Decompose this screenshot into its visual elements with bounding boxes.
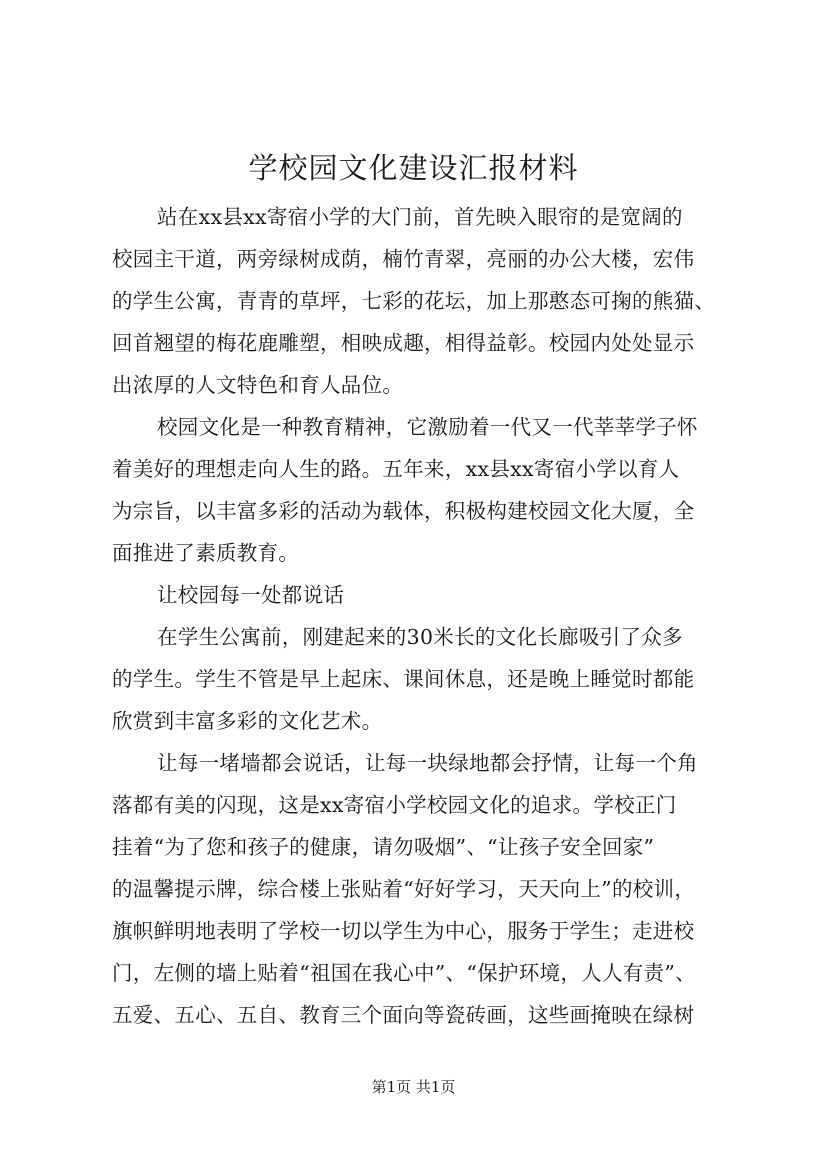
paragraph-line: 的温馨提示牌，综合楼上张贴着“好好学习，天天向上”的校训， xyxy=(112,877,696,901)
paragraph-line: 校园主干道，两旁绿树成荫，楠竹青翠，亮丽的办公大楼，宏伟 xyxy=(112,247,695,271)
paragraph-line: 出浓厚的人文特色和育人品位。 xyxy=(112,373,404,397)
paragraph-line: 的学生。学生不管是早上起床、课间休息，还是晚上睡觉时都能 xyxy=(112,667,695,691)
paragraph-line: 在学生公寓前，刚建起来的30米长的文化长廊吸引了众多 xyxy=(157,625,683,649)
paragraph-line: 面推进了素质教育。 xyxy=(112,541,300,565)
document-title: 学校园文化建设汇报材料 xyxy=(248,151,579,185)
paragraph-line: 为宗旨，以丰富多彩的活动为载体，积极构建校园文化大厦，全 xyxy=(112,499,695,523)
paragraph-line: 校园文化是一种教育精神，它激励着一代又一代莘莘学子怀 xyxy=(157,415,698,439)
section-heading: 让校园每一处都说话 xyxy=(157,583,345,607)
paragraph-line: 旗帜鲜明地表明了学校一切以学生为中心，服务于学生；走进校 xyxy=(112,919,695,943)
paragraph-line: 五爱、五心、五自、教育三个面向等瓷砖画，这些画掩映在绿树 xyxy=(112,1003,695,1027)
paragraph-line: 让每一堵墙都会说话，让每一块绿地都会抒情，让每一个角 xyxy=(157,751,698,775)
document-body xyxy=(112,196,718,1036)
paragraph-line: 挂着“为了您和孩子的健康，请勿吸烟”、“让孩子安全回家” xyxy=(112,835,655,859)
paragraph-line: 欣赏到丰富多彩的文化艺术。 xyxy=(112,709,383,733)
page-footer: 第1页 共1页 xyxy=(371,1078,456,1096)
paragraph-line: 回首翘望的梅花鹿雕塑，相映成趣，相得益彰。校园内处处显示 xyxy=(112,331,695,355)
paragraph-line: 站在xx县xx寄宿小学的大门前，首先映入眼帘的是宽阔的 xyxy=(157,205,683,229)
paragraph-line: 门，左侧的墙上贴着“祖国在我心中”、“保护环境，人人有责”、 xyxy=(112,961,696,985)
paragraph-line: 着美好的理想走向人生的路。五年来，xx县xx寄宿小学以育人 xyxy=(112,457,680,481)
paragraph-line: 落都有美的闪现，这是xx寄宿小学校园文化的追求。学校正门 xyxy=(112,793,677,817)
paragraph-line: 的学生公寓，青青的草坪，七彩的花坛，加上那憨态可掬的熊猫、 xyxy=(112,289,716,313)
